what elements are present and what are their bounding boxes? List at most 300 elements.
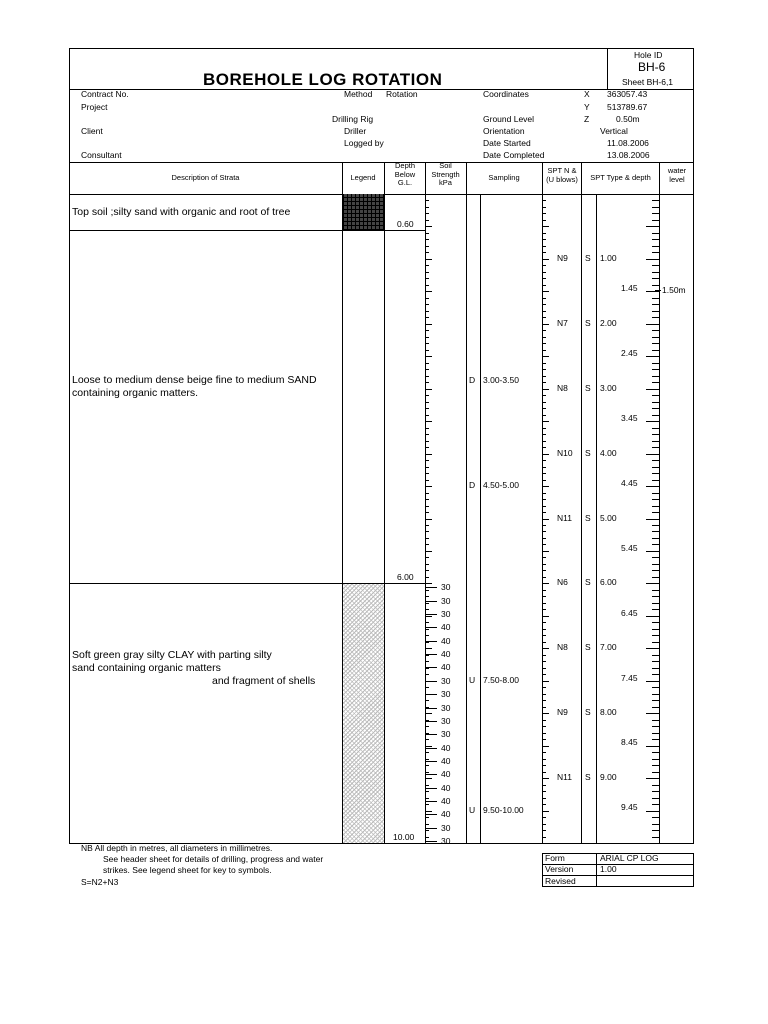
depth-tick bbox=[425, 655, 429, 656]
strength-tick bbox=[425, 694, 437, 695]
spt-tick bbox=[542, 661, 546, 662]
right-tick bbox=[652, 557, 659, 558]
spt-end-depth: 4.45 bbox=[621, 478, 638, 488]
hole-id: BH-6 bbox=[638, 60, 666, 74]
right-tick bbox=[652, 363, 659, 364]
col-spt-type: SPT Type & depth bbox=[590, 173, 651, 182]
depth-tick bbox=[425, 356, 432, 357]
strength-value: 30 bbox=[441, 823, 451, 833]
depth-tick bbox=[425, 285, 429, 286]
right-tick bbox=[652, 733, 659, 734]
strength-value: 40 bbox=[441, 743, 451, 753]
spt-tick bbox=[542, 415, 546, 416]
right-tick bbox=[652, 603, 659, 604]
depth-tick bbox=[425, 486, 432, 487]
depth-tick bbox=[425, 278, 429, 279]
spt-tick bbox=[542, 408, 546, 409]
spt-tick bbox=[542, 454, 549, 455]
depth-tick bbox=[425, 343, 429, 344]
depth-tick bbox=[425, 460, 429, 461]
spt-tick bbox=[542, 603, 546, 604]
spt-n-value: N11 bbox=[557, 513, 572, 523]
spt-tick bbox=[542, 791, 546, 792]
depth-tick bbox=[425, 493, 429, 494]
sample-2-type: D bbox=[469, 480, 476, 490]
strength-value: 30 bbox=[441, 729, 451, 739]
strength-tick bbox=[425, 761, 437, 762]
spt-tick bbox=[542, 239, 546, 240]
spt-n-value: N11 bbox=[557, 772, 572, 782]
form-value: ARIAL CP LOG bbox=[600, 853, 659, 863]
note-line-3: strikes. See legend sheet for key to symbols. bbox=[103, 865, 272, 875]
depth-tick bbox=[425, 512, 429, 513]
right-tick bbox=[652, 402, 659, 403]
right-tick bbox=[652, 415, 659, 416]
spt-tick bbox=[542, 519, 549, 520]
depth-tick bbox=[425, 726, 429, 727]
spt-tick bbox=[542, 486, 549, 487]
depth-tick bbox=[425, 837, 429, 838]
right-tick bbox=[652, 739, 659, 740]
depth-tick bbox=[425, 525, 429, 526]
spt-tick bbox=[542, 285, 546, 286]
depth-tick bbox=[425, 609, 429, 610]
strength-value: 40 bbox=[441, 796, 451, 806]
spt-tick bbox=[542, 616, 549, 617]
spt-tick bbox=[542, 311, 546, 312]
spt-tick bbox=[542, 570, 546, 571]
spt-tick bbox=[542, 843, 549, 844]
right-tick bbox=[652, 317, 659, 318]
spt-tick bbox=[542, 577, 546, 578]
depth-tick bbox=[425, 239, 429, 240]
depth-tick bbox=[425, 207, 429, 208]
right-tick bbox=[652, 252, 659, 253]
depth-tick bbox=[425, 668, 429, 669]
right-tick bbox=[652, 629, 659, 630]
right-tick bbox=[646, 778, 659, 779]
strength-tick bbox=[425, 841, 437, 842]
right-tick bbox=[652, 622, 659, 623]
method-value: Rotation bbox=[386, 89, 418, 99]
depth-tick bbox=[425, 467, 429, 468]
strength-value: 30 bbox=[441, 596, 451, 606]
depth-tick bbox=[425, 564, 429, 565]
spt-type: S bbox=[585, 577, 591, 587]
spt-tick bbox=[542, 739, 546, 740]
formula: S=N2+N3 bbox=[81, 877, 119, 887]
sample-2-range: 4.50-5.00 bbox=[483, 480, 519, 490]
depth-tick bbox=[425, 785, 429, 786]
strength-tick bbox=[425, 748, 437, 749]
right-tick bbox=[646, 194, 659, 195]
right-tick bbox=[652, 687, 659, 688]
right-tick bbox=[646, 648, 659, 649]
depth-tick bbox=[425, 350, 429, 351]
page-title: BOREHOLE LOG ROTATION bbox=[203, 70, 443, 89]
depth-tick bbox=[425, 395, 429, 396]
depth-tick bbox=[425, 817, 429, 818]
depth-tick bbox=[425, 369, 429, 370]
strength-value: 30 bbox=[441, 716, 451, 726]
spt-type: S bbox=[585, 253, 591, 263]
depth-tick bbox=[425, 622, 429, 623]
sample-1-type: D bbox=[469, 375, 476, 385]
depth-tick bbox=[425, 499, 429, 500]
spt-depth: 5.00 bbox=[600, 513, 617, 523]
spt-tick bbox=[542, 694, 546, 695]
right-tick bbox=[652, 369, 659, 370]
spt-tick bbox=[542, 402, 546, 403]
spt-n-value: N6 bbox=[557, 577, 568, 587]
right-tick bbox=[652, 239, 659, 240]
right-tick bbox=[652, 674, 659, 675]
spt-tick bbox=[542, 252, 546, 253]
right-tick bbox=[652, 272, 659, 273]
spt-tick bbox=[542, 330, 546, 331]
right-tick bbox=[646, 421, 659, 422]
right-tick bbox=[652, 441, 659, 442]
right-tick bbox=[652, 642, 659, 643]
stratum-3-depth: 10.00 bbox=[393, 832, 415, 842]
right-tick bbox=[646, 259, 659, 260]
strength-tick bbox=[425, 667, 437, 668]
depth-tick bbox=[425, 798, 429, 799]
spt-tick bbox=[542, 376, 546, 377]
version-label: Version bbox=[545, 864, 574, 874]
depth-tick bbox=[425, 843, 432, 844]
right-tick bbox=[652, 512, 659, 513]
spt-tick bbox=[542, 324, 549, 325]
right-tick bbox=[652, 506, 659, 507]
orientation-label: Orientation bbox=[483, 126, 525, 136]
spt-tick bbox=[542, 233, 546, 234]
depth-tick bbox=[425, 272, 429, 273]
legend-clay-pattern bbox=[343, 584, 384, 843]
depth-tick bbox=[425, 246, 429, 247]
depth-tick bbox=[425, 330, 429, 331]
spt-tick bbox=[542, 291, 549, 292]
spt-end-depth: 8.45 bbox=[621, 737, 638, 747]
col-sampling: Sampling bbox=[488, 173, 520, 182]
depth-tick bbox=[425, 506, 429, 507]
version-value: 1.00 bbox=[600, 864, 617, 874]
depth-tick bbox=[425, 376, 429, 377]
depth-tick bbox=[425, 674, 429, 675]
sample-3-range: 7.50-8.00 bbox=[483, 675, 519, 685]
col-spt-n: SPT N & (U blows) bbox=[546, 166, 578, 184]
right-tick bbox=[652, 635, 659, 636]
right-tick bbox=[652, 428, 659, 429]
depth-tick bbox=[425, 577, 429, 578]
consultant: Consultant bbox=[81, 150, 122, 160]
strength-tick bbox=[425, 601, 437, 602]
right-tick bbox=[646, 616, 659, 617]
sheet-number: Sheet BH-6,1 bbox=[622, 77, 674, 87]
spt-type: S bbox=[585, 383, 591, 393]
spt-type: S bbox=[585, 642, 591, 652]
driller: Driller bbox=[344, 126, 367, 136]
right-tick bbox=[652, 311, 659, 312]
right-tick bbox=[652, 817, 659, 818]
right-tick bbox=[652, 765, 659, 766]
spt-tick bbox=[542, 811, 549, 812]
right-tick bbox=[652, 590, 659, 591]
right-tick bbox=[652, 304, 659, 305]
depth-tick bbox=[425, 531, 429, 532]
depth-tick bbox=[425, 304, 429, 305]
right-tick bbox=[652, 531, 659, 532]
revised-label: Revised bbox=[545, 876, 576, 886]
depth-tick bbox=[425, 583, 432, 584]
spt-tick bbox=[542, 590, 546, 591]
spt-depth: 4.00 bbox=[600, 448, 617, 458]
depth-tick bbox=[425, 804, 429, 805]
depth-tick bbox=[425, 519, 432, 520]
spt-n-value: N9 bbox=[557, 707, 568, 717]
right-tick bbox=[646, 713, 659, 714]
spt-tick bbox=[542, 337, 546, 338]
spt-end-depth: 5.45 bbox=[621, 543, 638, 553]
right-tick bbox=[652, 467, 659, 468]
depth-tick bbox=[425, 824, 429, 825]
spt-tick bbox=[542, 460, 546, 461]
strength-tick bbox=[425, 801, 437, 802]
strength-tick bbox=[425, 681, 437, 682]
right-tick bbox=[652, 265, 659, 266]
right-tick bbox=[652, 791, 659, 792]
legend-topsoil-pattern bbox=[343, 194, 384, 230]
spt-tick bbox=[542, 304, 546, 305]
depth-tick bbox=[425, 408, 429, 409]
spt-tick bbox=[542, 421, 549, 422]
drilling-rig: Drilling Rig bbox=[332, 114, 374, 124]
depth-tick bbox=[425, 603, 429, 604]
spt-end-depth: 1.45 bbox=[621, 283, 638, 293]
water-level: 1.50m bbox=[662, 285, 686, 295]
strength-value: 30 bbox=[441, 689, 451, 699]
spt-tick bbox=[542, 389, 549, 390]
right-tick bbox=[652, 824, 659, 825]
spt-tick bbox=[542, 564, 546, 565]
spt-tick bbox=[542, 824, 546, 825]
spt-tick bbox=[542, 655, 546, 656]
depth-tick bbox=[425, 791, 429, 792]
strength-tick bbox=[425, 627, 437, 628]
right-tick bbox=[652, 350, 659, 351]
y-label: Y bbox=[584, 102, 590, 112]
stratum-2-depth: 6.00 bbox=[397, 572, 414, 582]
spt-tick bbox=[542, 278, 546, 279]
depth-tick bbox=[425, 324, 432, 325]
spt-tick bbox=[542, 246, 546, 247]
spt-tick bbox=[542, 317, 546, 318]
depth-tick bbox=[425, 713, 432, 714]
spt-end-depth: 3.45 bbox=[621, 413, 638, 423]
depth-tick bbox=[425, 311, 429, 312]
strength-value: 30 bbox=[441, 582, 451, 592]
logged-by: Logged by bbox=[344, 138, 384, 148]
right-tick bbox=[652, 220, 659, 221]
spt-tick bbox=[542, 642, 546, 643]
depth-tick bbox=[425, 811, 432, 812]
note-line-1: NB All depth in metres, all diameters in millimetres. bbox=[81, 843, 273, 853]
spt-depth: 9.00 bbox=[600, 772, 617, 782]
depth-tick bbox=[425, 661, 429, 662]
right-tick bbox=[652, 798, 659, 799]
spt-tick bbox=[542, 200, 546, 201]
right-tick bbox=[652, 837, 659, 838]
right-tick bbox=[652, 499, 659, 500]
depth-tick bbox=[425, 291, 432, 292]
date-completed-label: Date Completed bbox=[483, 150, 545, 160]
depth-tick bbox=[425, 226, 432, 227]
depth-tick bbox=[425, 389, 432, 390]
spt-tick bbox=[542, 473, 546, 474]
right-tick bbox=[652, 759, 659, 760]
right-tick bbox=[652, 285, 659, 286]
spt-tick bbox=[542, 525, 546, 526]
right-tick bbox=[652, 233, 659, 234]
x-value: 363057.43 bbox=[607, 89, 648, 99]
right-tick bbox=[646, 324, 659, 325]
date-started-label: Date Started bbox=[483, 138, 531, 148]
depth-tick bbox=[425, 473, 429, 474]
project: Project bbox=[81, 102, 108, 112]
depth-tick bbox=[425, 772, 429, 773]
col-water: water level bbox=[667, 166, 687, 184]
right-tick bbox=[652, 668, 659, 669]
right-tick bbox=[652, 694, 659, 695]
spt-tick bbox=[542, 350, 546, 351]
right-tick bbox=[652, 493, 659, 494]
date-started-value: 11.08.2006 bbox=[607, 138, 649, 148]
right-tick bbox=[652, 447, 659, 448]
spt-tick bbox=[542, 674, 546, 675]
right-tick bbox=[652, 726, 659, 727]
strength-value: 40 bbox=[441, 649, 451, 659]
right-tick bbox=[652, 395, 659, 396]
spt-depth: 2.00 bbox=[600, 318, 617, 328]
depth-tick bbox=[425, 596, 429, 597]
depth-tick bbox=[425, 363, 429, 364]
spt-depth: 8.00 bbox=[600, 707, 617, 717]
spt-tick bbox=[542, 622, 546, 623]
spt-n-value: N9 bbox=[557, 253, 568, 263]
spt-tick bbox=[542, 265, 546, 266]
spt-depth: 3.00 bbox=[600, 383, 617, 393]
strength-tick bbox=[425, 788, 437, 789]
right-tick bbox=[652, 544, 659, 545]
right-tick bbox=[646, 291, 659, 292]
strength-value: 40 bbox=[441, 783, 451, 793]
right-tick bbox=[646, 486, 659, 487]
spt-tick bbox=[542, 609, 546, 610]
ground-level-label: Ground Level bbox=[483, 114, 535, 124]
right-tick bbox=[652, 337, 659, 338]
depth-tick bbox=[425, 551, 432, 552]
right-tick bbox=[652, 785, 659, 786]
depth-tick bbox=[425, 687, 429, 688]
depth-tick bbox=[425, 298, 429, 299]
right-tick bbox=[652, 343, 659, 344]
strength-value: 30 bbox=[441, 836, 451, 846]
spt-type: S bbox=[585, 772, 591, 782]
depth-tick bbox=[425, 194, 432, 195]
spt-tick bbox=[542, 259, 549, 260]
spt-tick bbox=[542, 733, 546, 734]
form-label: Form bbox=[545, 853, 565, 863]
spt-tick bbox=[542, 272, 546, 273]
depth-tick bbox=[425, 648, 432, 649]
strength-tick bbox=[425, 654, 437, 655]
spt-tick bbox=[542, 531, 546, 532]
spt-tick bbox=[542, 447, 546, 448]
coordinates-label: Coordinates bbox=[483, 89, 529, 99]
strength-tick bbox=[425, 614, 437, 615]
col-depth: Depth Below G.L. bbox=[394, 161, 416, 187]
spt-tick bbox=[542, 441, 546, 442]
sample-4-type: U bbox=[469, 805, 476, 815]
strength-tick bbox=[425, 828, 437, 829]
stratum-1-depth: 0.60 bbox=[397, 219, 414, 229]
depth-tick bbox=[425, 259, 432, 260]
col-legend: Legend bbox=[350, 173, 376, 182]
spt-tick bbox=[542, 759, 546, 760]
strength-value: 40 bbox=[441, 636, 451, 646]
depth-tick bbox=[425, 739, 429, 740]
strength-tick bbox=[425, 734, 437, 735]
stratum-3-description-2: and fragment of shells bbox=[212, 675, 316, 687]
spt-tick bbox=[542, 220, 546, 221]
sample-4-range: 9.50-10.00 bbox=[483, 805, 524, 815]
spt-tick bbox=[542, 395, 546, 396]
spt-type: S bbox=[585, 513, 591, 523]
right-tick bbox=[652, 460, 659, 461]
method-label: Method bbox=[344, 89, 373, 99]
strength-value: 30 bbox=[441, 676, 451, 686]
spt-n-value: N7 bbox=[557, 318, 568, 328]
right-tick bbox=[652, 376, 659, 377]
z-value: 0.50m bbox=[616, 114, 640, 124]
spt-tick bbox=[542, 512, 546, 513]
stratum-3-description: Soft green gray silty CLAY with parting silty sand containing organic matters bbox=[72, 649, 272, 674]
spt-n-value: N8 bbox=[557, 383, 568, 393]
spt-depth: 6.00 bbox=[600, 577, 617, 587]
right-tick bbox=[652, 330, 659, 331]
right-tick bbox=[646, 843, 659, 844]
orientation-value: Vertical bbox=[600, 126, 628, 136]
spt-n-value: N10 bbox=[557, 448, 573, 458]
depth-tick bbox=[425, 428, 429, 429]
right-tick bbox=[652, 609, 659, 610]
strength-tick bbox=[425, 587, 437, 588]
right-tick bbox=[652, 246, 659, 247]
x-label: X bbox=[584, 89, 590, 99]
right-tick bbox=[652, 200, 659, 201]
spt-tick bbox=[542, 583, 549, 584]
right-tick bbox=[646, 356, 659, 357]
right-tick bbox=[652, 570, 659, 571]
spt-tick bbox=[542, 720, 546, 721]
depth-tick bbox=[425, 337, 429, 338]
spt-tick bbox=[542, 363, 546, 364]
spt-type: S bbox=[585, 448, 591, 458]
depth-tick bbox=[425, 765, 429, 766]
hole-id-label: Hole ID bbox=[634, 50, 663, 60]
right-tick bbox=[652, 538, 659, 539]
right-tick bbox=[652, 596, 659, 597]
